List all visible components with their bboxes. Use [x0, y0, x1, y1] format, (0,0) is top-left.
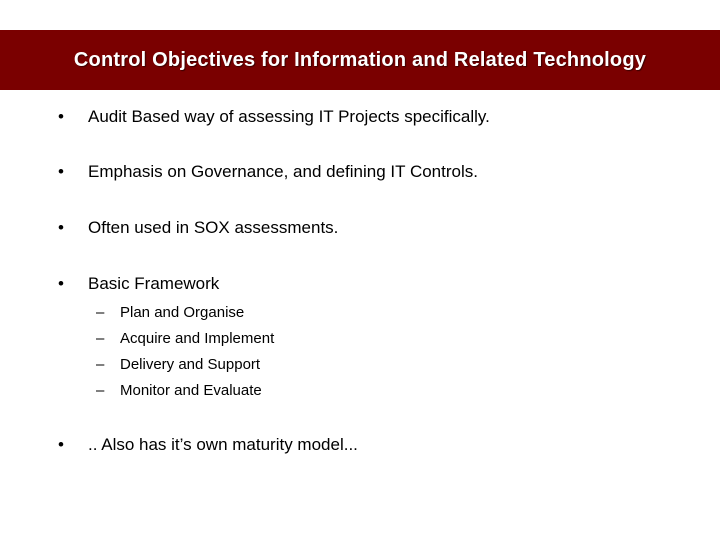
bullet-marker: • [58, 107, 64, 126]
sub-bullet-item [96, 330, 274, 356]
bullet-text: Audit Based way of assessing IT Projects specifically. [88, 107, 490, 126]
bullet-text: Often used in SOX assessments. [88, 218, 339, 237]
sub-bullet-marker: – [96, 356, 105, 373]
bullet-text: Emphasis on Governance, and defining IT Controls. [88, 162, 478, 181]
bullet-text: .. Also has it’s own maturity model... [88, 435, 358, 454]
sub-bullet-item [96, 304, 274, 330]
sub-bullet-item [96, 356, 274, 382]
bullet-item [58, 274, 219, 294]
bullet-marker: • [58, 218, 64, 237]
sub-bullet-item [96, 382, 274, 408]
sub-bullet-text: Monitor and Evaluate [120, 382, 262, 399]
bullet-text: Basic Framework [88, 274, 220, 293]
bullet-item [58, 107, 490, 127]
slide-title: Control Objectives for Information and Related Technology [73, 48, 647, 71]
sub-bullet-list [96, 304, 274, 408]
sub-bullet-text: Plan and Organise [120, 304, 245, 321]
sub-bullet-marker: – [96, 330, 105, 347]
sub-bullet-text: Acquire and Implement [120, 330, 275, 347]
bullet-item [58, 435, 358, 455]
bullet-item [58, 162, 478, 182]
bullet-marker: • [58, 435, 64, 454]
bullet-item [58, 218, 338, 238]
bullet-marker: • [58, 162, 64, 181]
bullet-marker: • [58, 274, 64, 293]
sub-bullet-marker: – [96, 382, 105, 399]
sub-bullet-text: Delivery and Support [120, 356, 261, 373]
sub-bullet-marker: – [96, 304, 105, 321]
